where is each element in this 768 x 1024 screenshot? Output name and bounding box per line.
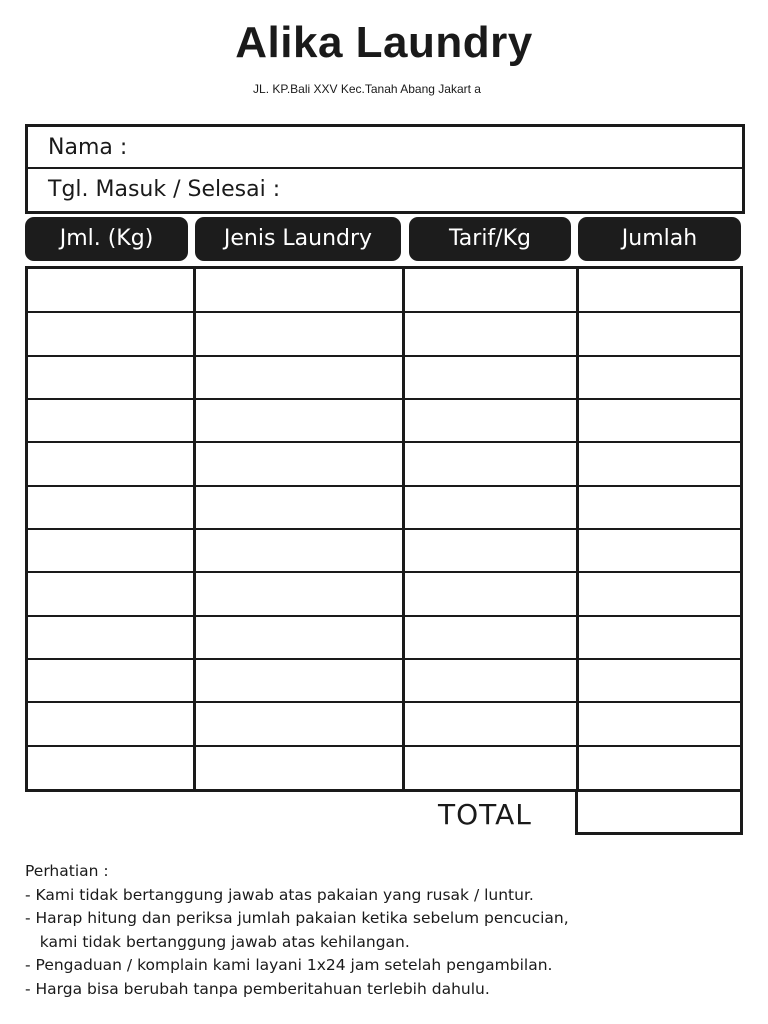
customer-info-box	[25, 124, 745, 214]
row-divider	[28, 355, 740, 357]
note-line: - Pengaduan / komplain kami layani 1x24 jam setelah pengambilan.	[25, 956, 553, 974]
notes-section	[25, 860, 745, 1001]
note-line: - Harap hitung dan periksa jumlah pakaian ketika sebelum pencucian,	[25, 909, 569, 927]
notes-heading: Perhatian :	[25, 862, 109, 880]
store-address: JL. KP.Bali XXV Kec.Tanah Abang Jakart a	[253, 82, 481, 96]
total-field[interactable]	[575, 789, 743, 835]
column-header-amount: Jumlah	[578, 217, 741, 261]
row-divider	[28, 485, 740, 487]
row-divider	[28, 441, 740, 443]
column-header-laundry-type: Jenis Laundry	[195, 217, 401, 261]
row-divider	[28, 658, 740, 660]
column-header-weight: Jml. (Kg)	[25, 217, 188, 261]
row-divider	[28, 615, 740, 617]
entry-table[interactable]	[25, 266, 743, 792]
row-divider	[28, 571, 740, 573]
column-header-rate: Tarif/Kg	[409, 217, 571, 261]
note-line: - Kami tidak bertanggung jawab atas pakaian yang rusak / luntur.	[25, 885, 534, 904]
name-field[interactable]	[28, 127, 742, 169]
date-field[interactable]	[28, 169, 742, 211]
store-title: Alika Laundry	[235, 18, 533, 67]
name-label: Nama :	[48, 135, 128, 160]
total-label: TOTAL	[438, 798, 532, 831]
note-line: kami tidak bertanggung jawab atas kehilangan.	[25, 932, 410, 951]
row-divider	[28, 311, 740, 313]
row-divider	[28, 701, 740, 703]
row-divider	[28, 528, 740, 530]
row-divider	[28, 398, 740, 400]
row-divider	[28, 745, 740, 747]
note-line: - Harga bisa berubah tanpa pemberitahuan terlebih dahulu.	[25, 979, 490, 998]
date-label: Tgl. Masuk / Selesai :	[48, 177, 281, 202]
